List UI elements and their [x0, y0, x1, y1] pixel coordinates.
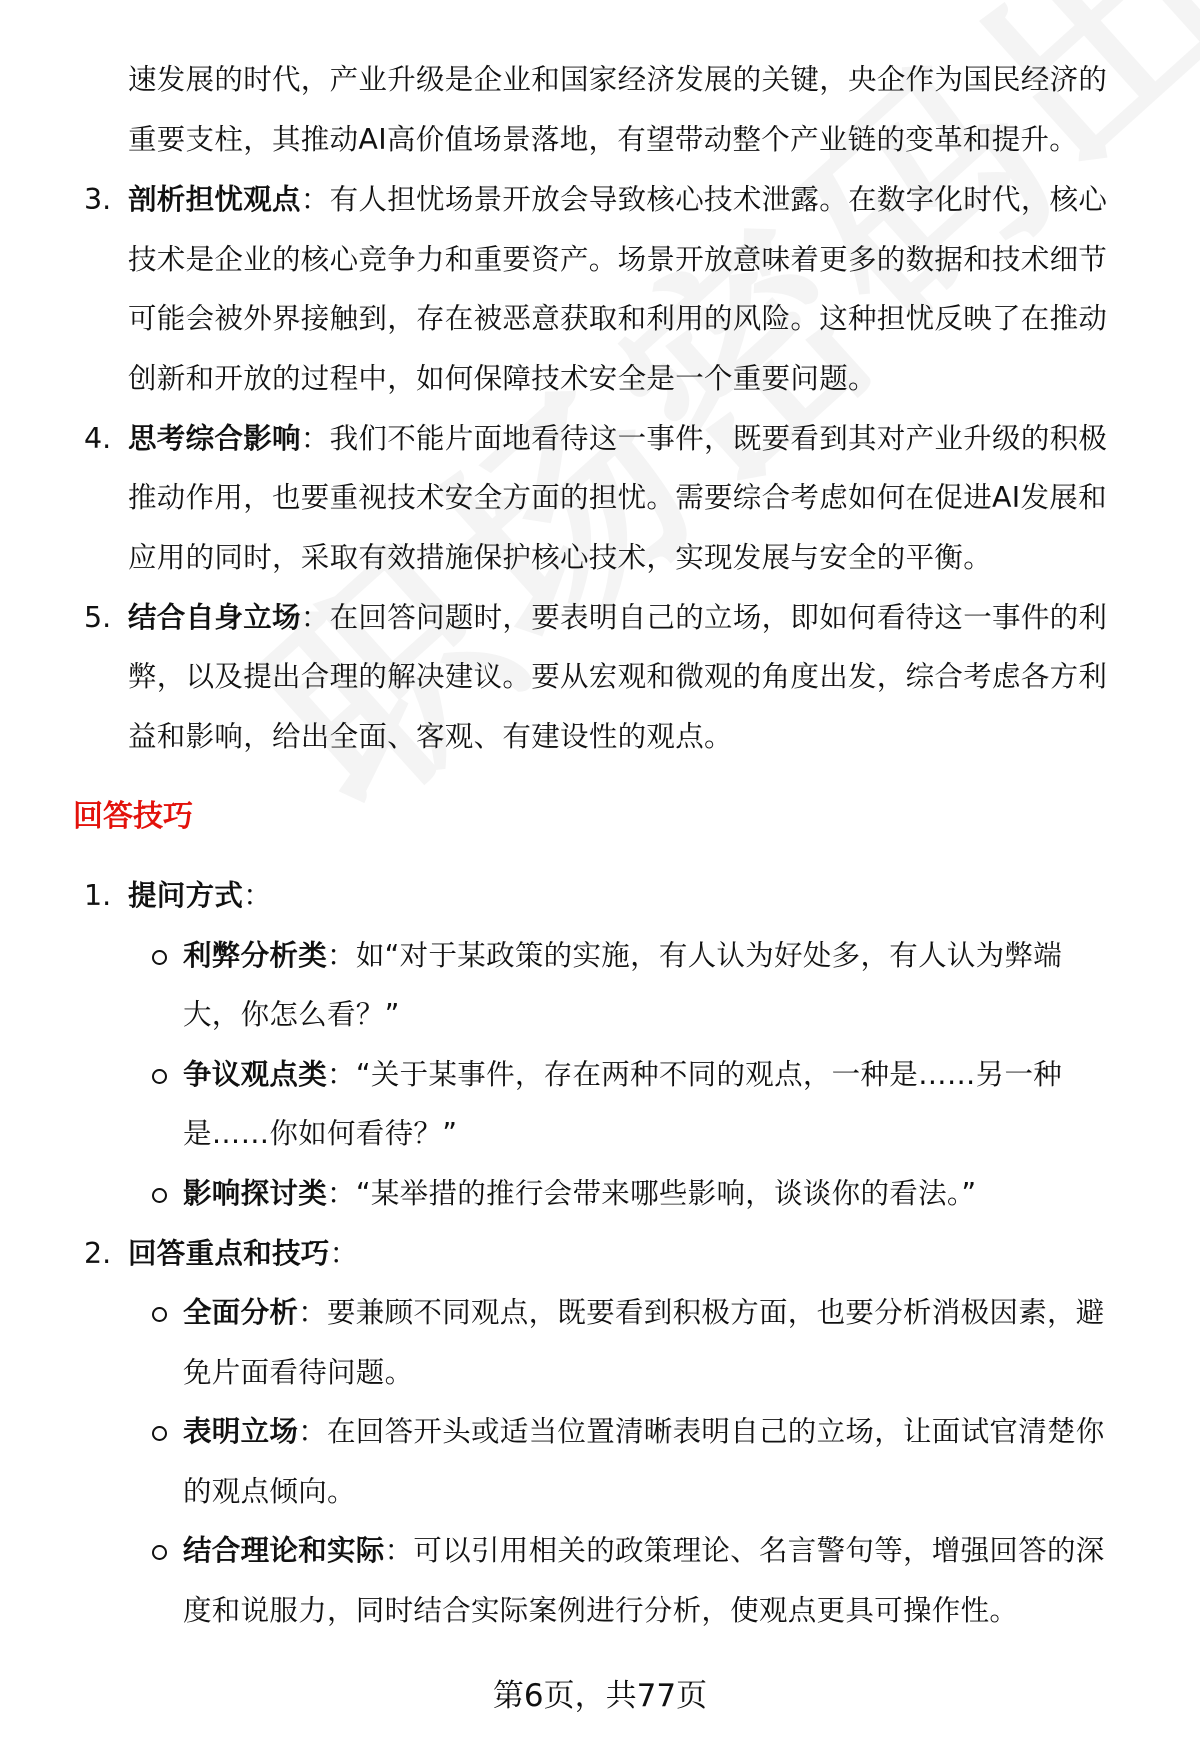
item-text: ：在回答开头或适当位置清晰表明自己的立场，让面试官清楚你	[298, 1415, 1105, 1448]
list-item	[128, 180, 1107, 220]
list-number: 2.	[84, 1237, 112, 1270]
paragraph-line: 免片面看待问题。	[183, 1356, 414, 1389]
list-item	[128, 876, 272, 916]
item-title: 争议观点类	[183, 1058, 328, 1091]
bullet-circle-icon	[152, 1069, 167, 1084]
paragraph-line: 应用的同时，采取有效措施保护核心技术，实现发展与安全的平衡。	[128, 541, 993, 574]
item-title: 全面分析	[183, 1296, 299, 1329]
sub-list-item	[183, 1293, 1105, 1333]
item-title: 结合理论和实际	[183, 1534, 385, 1567]
item-title: 利弊分析类	[183, 939, 328, 972]
paragraph-line: 推动作用，也要重视技术安全方面的担忧。需要综合考虑如何在促进AI发展和	[128, 481, 1107, 514]
sub-list-item	[183, 936, 1062, 976]
item-title: 回答重点和技巧	[128, 1237, 330, 1270]
item-title: 思考综合影响	[128, 422, 301, 455]
list-number: 4.	[84, 422, 112, 455]
list-number: 1.	[84, 879, 112, 912]
paragraph-line: 弊，以及提出合理的解决建议。要从宏观和微观的角度出发，综合考虑各方利	[128, 660, 1108, 693]
item-text: ：在回答问题时，要表明自己的立场，即如何看待这一事件的利	[300, 601, 1108, 634]
page-number: 第6页，共77页	[492, 1678, 708, 1714]
list-number: 3.	[84, 183, 112, 216]
bullet-circle-icon	[152, 1545, 167, 1560]
list-item	[128, 1234, 358, 1274]
item-text: ：“某举措的推行会带来哪些影响，谈谈你的看法。”	[327, 1177, 977, 1210]
paragraph-line: 技术是企业的核心竞争力和重要资产。场景开放意味着更多的数据和技术细节	[128, 243, 1108, 276]
bullet-circle-icon	[152, 1426, 167, 1441]
bullet-circle-icon	[152, 950, 167, 965]
item-suffix: ：	[329, 1237, 359, 1270]
item-text: ：我们不能片面地看待这一事件，既要看到其对产业升级的积极	[300, 422, 1108, 455]
item-text: ：要兼顾不同观点，既要看到积极方面，也要分析消极因素，避	[298, 1296, 1105, 1329]
list-item	[128, 419, 1107, 459]
paragraph-line: 的观点倾向。	[183, 1475, 356, 1508]
item-title: 表明立场	[183, 1415, 299, 1448]
paragraph-line: 可能会被外界接触到，存在被恶意获取和利用的风险。这种担忧反映了在推动	[128, 302, 1108, 335]
paragraph-line: 是……你如何看待？”	[183, 1117, 458, 1150]
paragraph-line: 大，你怎么看？”	[183, 998, 400, 1031]
item-title: 结合自身立场	[128, 601, 301, 634]
item-text: ：有人担忧场景开放会导致核心技术泄露。在数字化时代，核心	[300, 183, 1108, 216]
paragraph-line: 度和说服力，同时结合实际案例进行分析，使观点更具可操作性。	[183, 1594, 1019, 1627]
item-title: 影响探讨类	[183, 1177, 328, 1210]
bullet-circle-icon	[152, 1188, 167, 1203]
paragraph-line: 益和影响，给出全面、客观、有建设性的观点。	[128, 720, 733, 753]
item-text: ：如“对于某政策的实施，有人认为好处多，有人认为弊端	[327, 939, 1063, 972]
sub-list-item	[183, 1412, 1105, 1452]
sub-list-item	[183, 1531, 1105, 1571]
sub-list-item	[183, 1055, 1062, 1095]
item-suffix: ：	[243, 879, 273, 912]
paragraph-line: 重要支柱，其推动AI高价值场景落地，有望带动整个产业链的变革和提升。	[128, 123, 1079, 156]
bullet-circle-icon	[152, 1307, 167, 1322]
list-number: 5.	[84, 601, 112, 634]
item-text: ：可以引用相关的政策理论、名言警句等，增强回答的深	[384, 1534, 1105, 1567]
sub-list-item	[183, 1174, 977, 1214]
list-item	[128, 598, 1107, 638]
section-heading: 回答技巧	[73, 799, 193, 834]
item-text: ：“关于某事件，存在两种不同的观点，一种是……另一种	[327, 1058, 1063, 1091]
paragraph-line: 速发展的时代，产业升级是企业和国家经济发展的关键，央企作为国民经济的	[128, 63, 1108, 96]
item-title: 提问方式	[128, 879, 244, 912]
paragraph-line: 创新和开放的过程中，如何保障技术安全是一个重要问题。	[128, 362, 877, 395]
item-title: 剖析担忧观点	[128, 183, 301, 216]
